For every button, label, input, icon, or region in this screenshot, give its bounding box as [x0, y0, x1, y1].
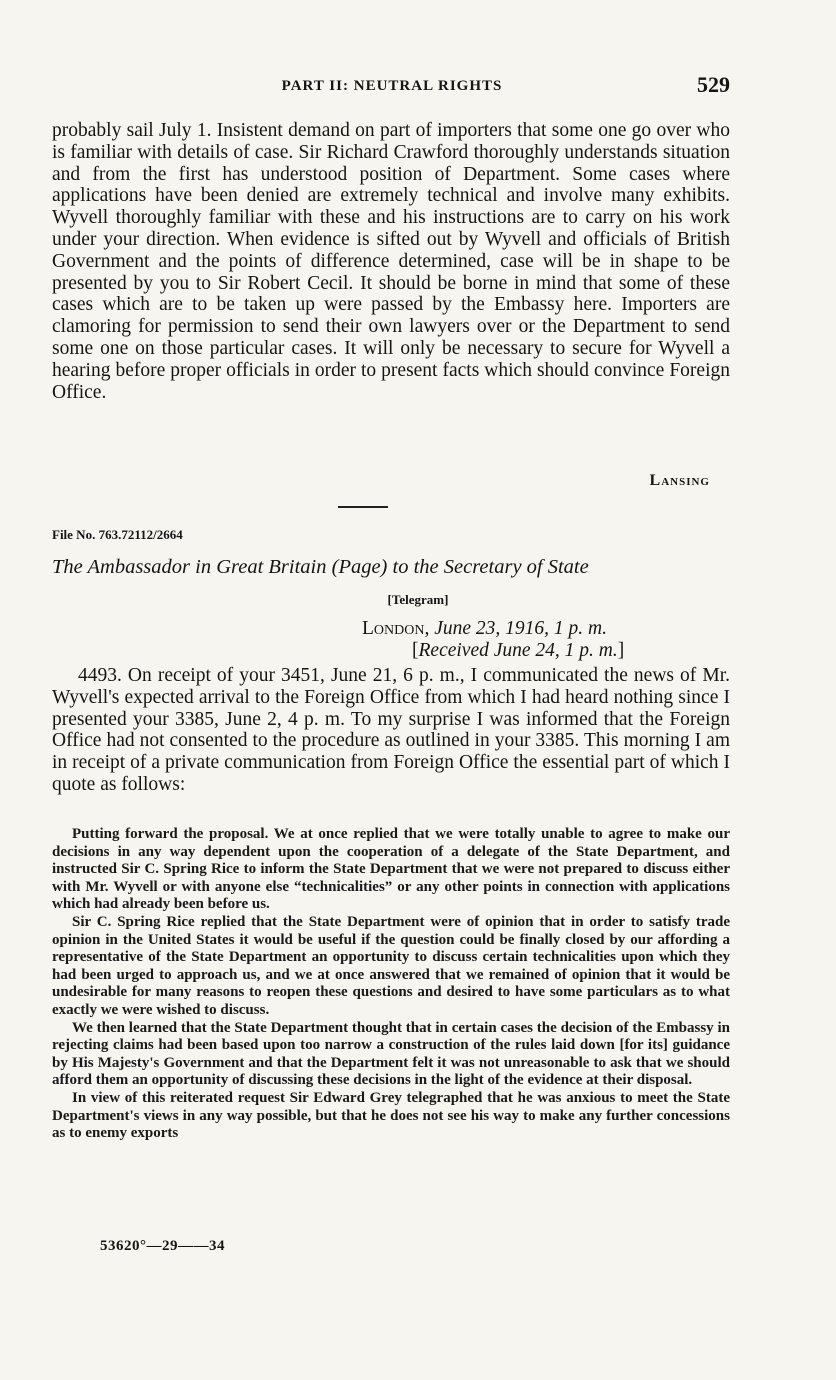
received-bracket-open: [	[412, 640, 419, 661]
signature: Lansing	[649, 472, 710, 489]
quoted-communication	[52, 826, 730, 1143]
page-header	[52, 72, 732, 102]
received-line	[412, 640, 624, 662]
dateline-date: June 23, 1916, 1 p. m.	[434, 618, 607, 639]
file-number: File No. 763.72112/2664	[52, 527, 183, 542]
paragraph-continuation: probably sail July 1. Insistent demand on part of importers that some one go over who is familiar with details of case. Sir Richard Crawford thoroughly understands situation and from the first has understood position of Department. Some cases where applications have been denied are extremely technical and involve many exhibits. Wyvell thoroughly familiar with these and his instructions are to carry on his work under your direction. When evidence is sifted out by Wyvell and officials of British Government and the points of difference determined, case will be in shape to be presented by you to Sir Robert Cecil. It should be borne in mind that some of these cases which are to be taken up were passed by the Embassy here. Importers are clamoring for permission to send their own lawyers over or the Department to send some one on those particular cases. It will only be necessary to secure for Wyvell a hearing before proper officials in order to present facts which should convince Foreign Office.	[52, 120, 730, 403]
dateline	[362, 618, 607, 640]
received-bracket-close: ]	[617, 640, 625, 661]
quote-paragraph-1: Putting forward the proposal. We at once replied that we were totally unable to agree to make our decisions in any way dependent upon the cooperation of a delegate of the State Department, and instructed Sir C. Spring Rice to inform the State Department that we were not prepared to discuss either with Mr. Wyvell or with anyone else “technicalities” or any other points in connection with applications which had already been before us.	[52, 826, 730, 913]
document-title: The Ambassador in Great Britain (Page) to the Secretary of State	[52, 556, 589, 578]
section-divider	[338, 506, 388, 508]
quote-paragraph-3: We then learned that the State Department thought that in certain cases the decision of the Embassy in rejecting claims had been based upon too narrow a construction of the rules laid down [for its] guidance by His Majesty's Government and that the Department felt it was not unreasonable to ask that we should afford them an opportunity of discussing these decisions in the light of the evidence at their disposal.	[52, 1019, 730, 1089]
dateline-place: London,	[362, 618, 430, 639]
page-number: 529	[697, 72, 730, 97]
quote-paragraph-4: In view of this reiterated request Sir Edward Grey telegraphed that he was anxious to meet the State Department's views in any way possible, but that he does not see his way to make any further concessions as to enemy exports	[52, 1089, 730, 1142]
running-head: PART II: NEUTRAL RIGHTS	[281, 78, 503, 94]
quote-paragraph-2: Sir C. Spring Rice replied that the State Department were of opinion that in order to satisfy trade opinion in the United States it would be useful if the question could be finally closed by our affording a representative of the State Department an opportunity to discuss certain technicalities upon which they had been urged to approach us, and we at once answered that we remained of opinion that it would be undesirable for many reasons to reopen these questions and desired to have some particulars as to what exactly we were wished to discuss.	[52, 913, 730, 1018]
document-type: [Telegram]	[387, 592, 449, 607]
printer-code: 53620°—29——34	[100, 1238, 225, 1254]
telegram-paragraph: 4493. On receipt of your 3451, June 21, 6 p. m., I communicated the news of Mr. Wyvell's expected arrival to the Foreign Office from which I had heard nothing since I presented your 3385, June 2, 4 p. m. To my surprise I was informed that the Foreign Office had not consented to the procedure as outlined in your 3385. This morning I am in receipt of a private communication from Foreign Office the essential part of which I quote as follows:	[52, 665, 730, 795]
received-text: Received June 24, 1 p. m.	[418, 640, 618, 661]
